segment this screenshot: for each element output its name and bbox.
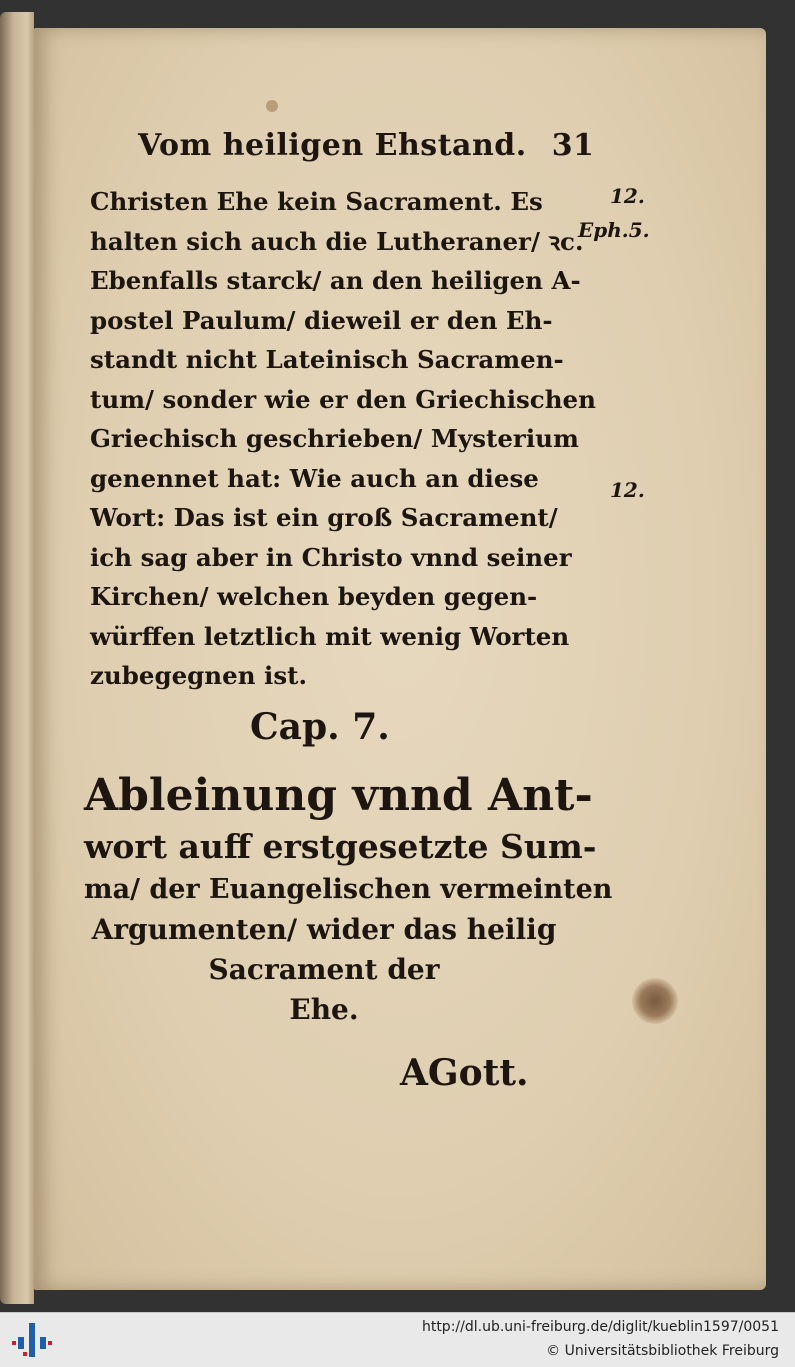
body-line: Ebenfalls starck/ an den heiligen A- [90,266,581,295]
footer-url-link[interactable]: http://dl.ub.uni-freiburg.de/diglit/kueblin1597/0051 [421,1319,779,1335]
body-line: genennet hat: Wie auch an diese [90,463,539,493]
running-head-title: Vom heiligen Ehstand. [138,128,527,163]
margin-note: Eph.5. [578,218,650,242]
heading-line: Sacrament der [208,953,440,986]
heading-line: wort auff erstgesetzte Sum- [84,827,597,866]
chapter-number: Cap. 7. [250,706,390,748]
chapter-heading [84,768,613,1030]
body-line: halten sich auch die Lutheraner/ ꝛc. [90,226,584,256]
running-head [138,128,595,163]
body-line: postel Paulum/ dieweil er den Eh- [90,305,553,335]
body-text [90,182,596,696]
page-number: 31 [551,128,595,163]
body-line: ich sag aber in Christo vnnd seiner [90,542,572,572]
margin-note: 12. [610,478,645,502]
heading-line: Ableinung vnnd Ant- [84,770,593,821]
paper-stain [632,978,678,1024]
body-line: würffen letztlich mit wenig Worten [90,621,570,651]
body-line: Kirchen/ welchen beyden gegen- [90,582,538,611]
heading-line: Argumenten/ wider das heilig [91,913,557,946]
footer-bar [0,1312,795,1367]
paper-spot [266,100,278,112]
body-line: zubegegnen ist. [90,661,307,690]
body-line: Wort: Das ist ein groß Sacrament/ [90,503,558,532]
ub-freiburg-logo-icon [12,1321,52,1359]
margin-note: 12. [610,184,645,208]
body-line: tum/ sonder wie er den Griechischen [90,384,596,414]
heading-line: Ehe. [289,993,359,1026]
catchword: AGott. [400,1052,529,1094]
heading-line: ma/ der Euangelischen vermeinten [84,874,613,905]
footer-copyright: © Universitätsbibliothek Freiburg [546,1343,779,1359]
body-line: Griechisch geschrieben/ Mysterium [90,424,579,453]
body-line: Christen Ehe kein Sacrament. Es [90,187,543,216]
previous-page-edge [0,12,34,1304]
body-line: standt nicht Lateinisch Sacramen- [90,345,564,374]
